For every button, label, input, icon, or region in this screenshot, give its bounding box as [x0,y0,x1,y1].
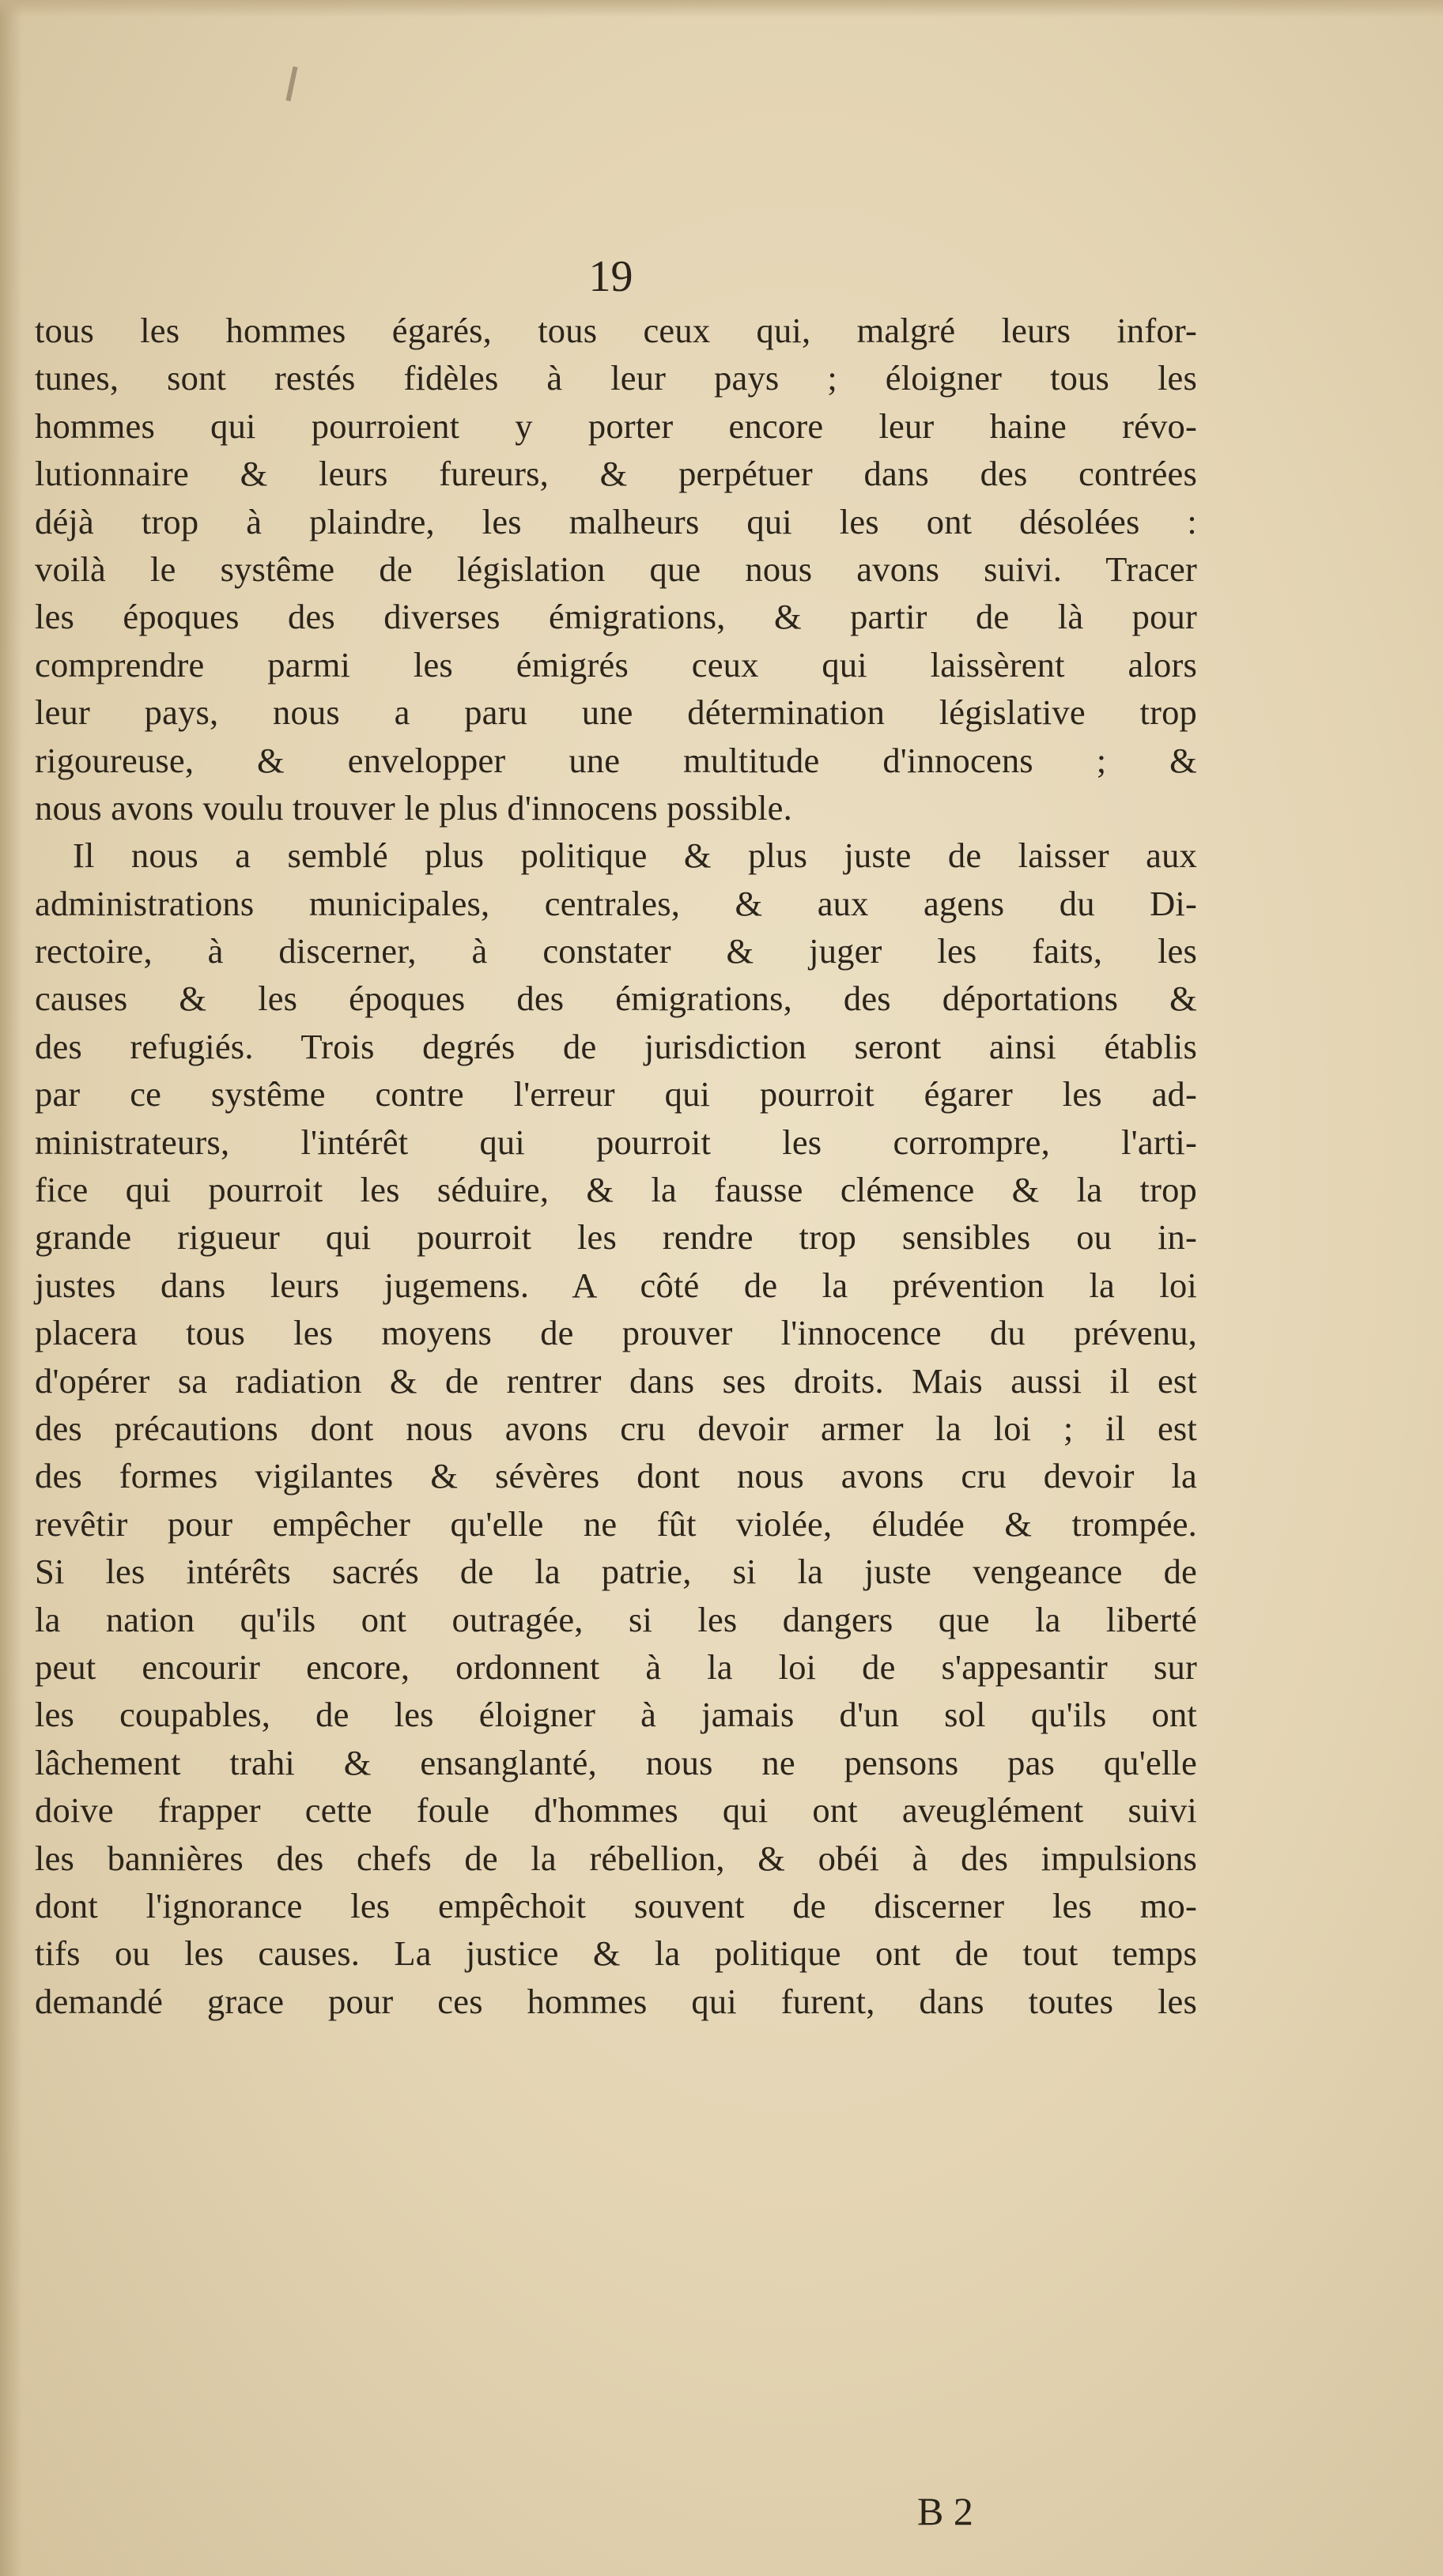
text-line: voilà le systême de législation que nous avons suivi. Tracer [35,549,1197,589]
text-line: les coupables, de les éloigner à jamais d'un sol qu'ils ont [35,1695,1197,1735]
text-line: placera tous les moyens de prouver l'innocence du prévenu, [35,1313,1197,1353]
text-line: par ce systême contre l'erreur qui pourroit égarer les ad- [35,1074,1197,1115]
text-line: tifs ou les causes. La justice & la politique ont de tout temps [35,1933,1197,1974]
text-line: lutionnaire & leurs fureurs, & perpétuer dans des contrées [35,454,1197,494]
text-line: demandé grace pour ces hommes qui furent, dans toutes les [35,1981,1197,2021]
ink-mark [285,66,297,101]
text-line: grande rigueur qui pourroit les rendre trop sensibles ou in- [35,1217,1197,1258]
text-line: hommes qui pourroient y porter encore leur haine révo- [35,405,1197,446]
page-edge-shadow [0,0,22,2576]
body-text [35,307,1197,2025]
text-line: lâchement trahi & ensanglanté, nous ne pensons pas qu'elle [35,1742,1197,1782]
text-line: des refugiés. Trois degrés de jurisdiction seront ainsi établis [35,1026,1197,1066]
text-line: causes & les époques des émigrations, des déportations & [35,979,1197,1019]
text-line: ministrateurs, l'intérêt qui pourroit les corrompre, l'arti- [35,1122,1197,1162]
text-line: Si les intérêts sacrés de la patrie, si la juste vengeance de [35,1552,1197,1592]
text-line: déjà trop à plaindre, les malheurs qui les ont désolées : [35,501,1197,541]
printer-signature: B 2 [917,2489,973,2533]
text-line: d'opérer sa radiation & de rentrer dans ses droits. Mais aussi il est [35,1360,1197,1401]
text-line: comprendre parmi les émigrés ceux qui laissèrent alors [35,644,1197,685]
text-line: rigoureuse, & envelopper une multitude d'innocens ; & [35,740,1197,780]
text-line: peut encourir encore, ordonnent à la loi de s'appesantir sur [35,1646,1197,1687]
text-line: doive frapper cette foule d'hommes qui ont aveuglément suivi [35,1790,1197,1831]
text-line: des précautions dont nous avons cru devoir armer la loi ; il est [35,1408,1197,1448]
text-line: fice qui pourroit les séduire, & la fausse clémence & la trop [35,1170,1197,1210]
text-line: justes dans leurs jugemens. A côté de la prévention la loi [35,1265,1197,1305]
text-line: leur pays, nous a paru une détermination législative trop [35,692,1197,733]
text-line: les époques des diverses émigrations, & partir de là pour [35,597,1197,637]
page-number: 19 [588,252,633,301]
text-line: tunes, sont restés fidèles à leur pays ; éloigner tous les [35,358,1197,398]
text-line: tous les hommes égarés, tous ceux qui, malgré leurs infor- [35,311,1197,350]
text-line: les bannières des chefs de la rébellion, & obéi à des impulsions [35,1838,1197,1878]
text-line: la nation qu'ils ont outragée, si les dangers que la liberté [35,1599,1197,1639]
text-line: revêtir pour empêcher qu'elle ne fût violée, éludée & trompée. [35,1503,1197,1544]
page-top-shadow [0,0,1443,17]
text-line: rectoire, à discerner, à constater & juger les faits, les [35,931,1197,971]
text-line: administrations municipales, centrales, & aux agens du Di- [35,883,1197,923]
text-line: nous avons voulu trouver le plus d'innocens possible. [35,787,792,828]
text-line: Il nous a semblé plus politique & plus juste de laisser aux [73,835,1197,876]
text-line: dont l'ignorance les empêchoit souvent de discerner les mo- [35,1885,1197,1925]
text-line: des formes vigilantes & sévères dont nous avons cru devoir la [35,1456,1197,1496]
